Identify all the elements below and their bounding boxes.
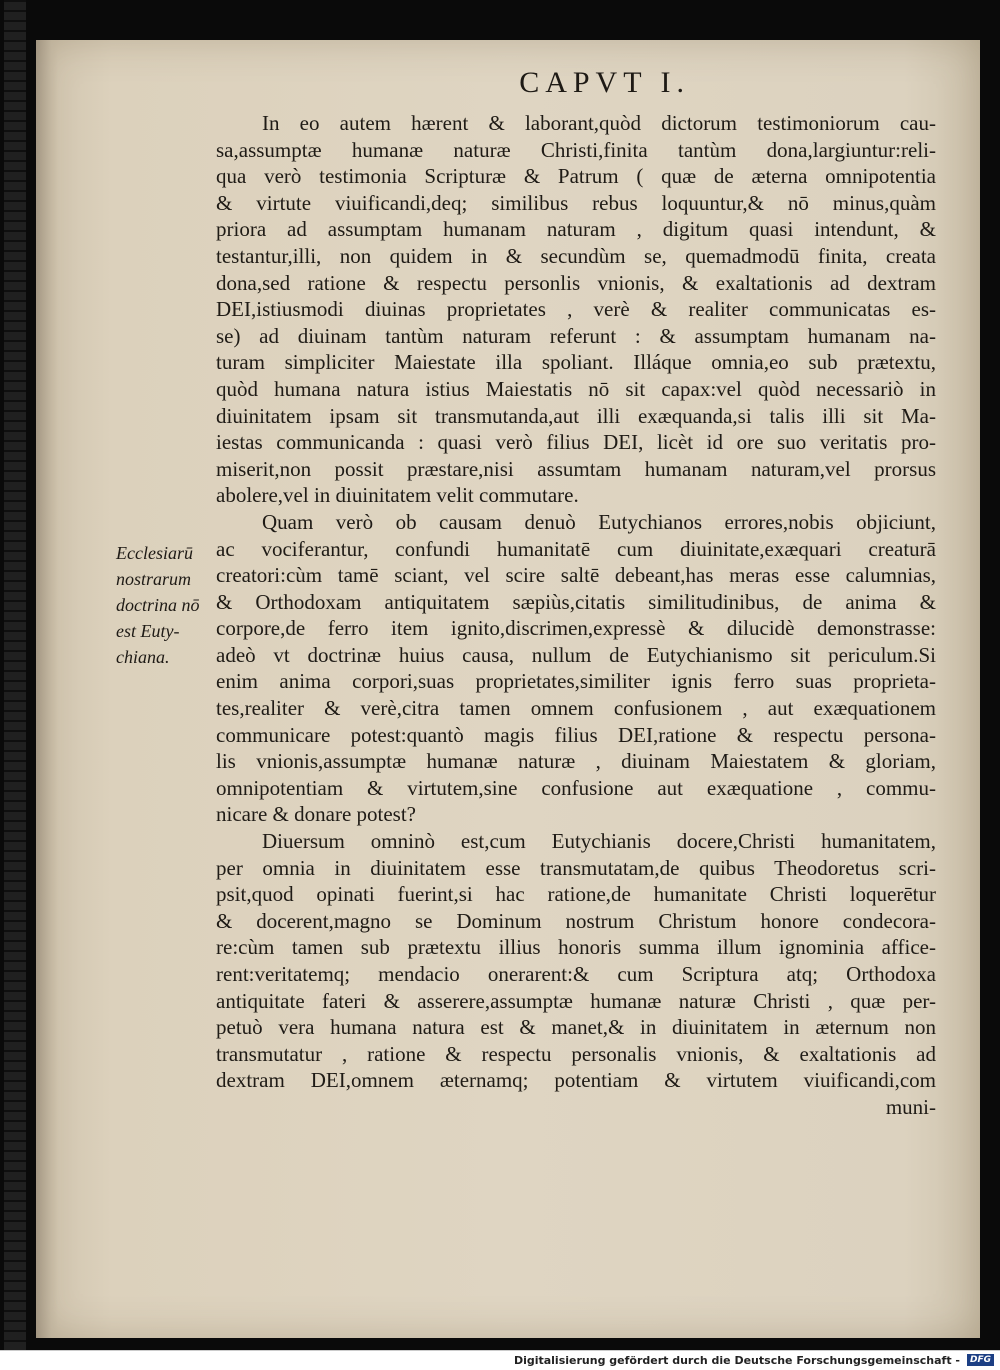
text-line: & virtute viuificandi,deq; similibus rebus loquuntur,& nō minus,quàm [216,190,936,215]
page-header: CAPVT I. [519,66,690,99]
margin-note-line: est Euty- [116,621,180,641]
margin-note-line: Ecclesiarū [116,543,193,563]
text-line: Diuersum omninò est,cum Eutychianis docere,Christi humanitatem, [262,829,936,854]
text-line: corpore,de ferro item ignito,discrimen,expressè & dilucidè demonstrasse: [216,616,936,641]
scan-edge [4,0,26,1350]
body-text [216,110,936,1121]
text-line: omnipotentiam & virtutem,sine confusione aut exæquatione , commu- [216,775,936,800]
text-line: enim anima corpori,suas proprietates,similiter ignis ferro suas proprieta- [216,669,936,694]
text-line: miserit,non possit præstare,nisi assumtam humanam naturam,vel prorsus [216,456,936,481]
text-line: se) ad diuinam tantùm naturam referunt : & assumptam humanam na- [216,323,936,348]
text-line: psit,quod opinati fuerint,si hac ratione,de humanitate Christi loquerētur [216,882,936,907]
text-line: & Orthodoxam antiquitatem sæpiùs,citatis similitudinibus, de anima & [216,589,936,614]
book-page [36,40,980,1338]
text-line: dona,sed ratione & respectu personlis vnionis, & exaltationis ad dextram [216,270,936,295]
margin-note-line: chiana. [116,647,170,667]
text-line: re:cùm tamen sub prætextu illius honoris summa illum ignominia affice- [216,935,936,960]
text-line: Quam verò ob causam denuò Eutychianos errores,nobis objiciunt, [262,509,936,534]
text-line: tes,realiter & verè,citra tamen omnem confusionem , aut exæquationem [216,696,936,721]
text-line: DEI,istiusmodi diuinas proprietates , verè & realiter communicatas es- [216,297,936,322]
margin-note [116,540,226,670]
catchword: muni- [885,1094,936,1119]
text-line: quòd humana natura istius Maiestatis nō sit capax:vel quòd necessariò in [216,376,936,401]
text-line: In eo autem hærent & laborant,quòd dictorum testimoniorum cau- [262,111,936,135]
text-line: iestas communicanda : quasi verò filius DEI, licèt id ore suo veritatis pro- [216,430,936,455]
text-line: sa,assumptæ humanæ naturæ Christi,finita tantùm dona,largiuntur:reli- [216,137,936,162]
text-line: turam simpliciter Maiestate illa spoliant. Illáque omnia,eo sub prætextu, [216,350,936,375]
margin-note-line: nostrarum [116,569,192,589]
text-line: & docerent,magno se Dominum nostrum Christum honore condecora- [216,908,936,933]
margin-note-line: doctrina nō [116,595,200,615]
footer-bar [0,1350,1000,1370]
text-line: communicare potest:quantò magis filius DEI,ratione & respectu persona- [216,722,936,747]
text-line: lis vnionis,assumptæ humanæ naturæ , diuinam Maiestatem & gloriam, [216,749,936,774]
funding-credit: Digitalisierung gefördert durch die Deutsche Forschungsgemeinschaft - [513,1354,960,1367]
text-line: qua verò testimonia Scripturæ & Patrum ( quæ de æterna omnipotentia [216,164,936,189]
text-line: per omnia in diuinitatem esse transmutatam,de quibus Theodoretus scri- [216,855,936,880]
text-line: petuò vera humana natura est & manet,& in diuinitatem in æternum non [216,1015,936,1040]
text-line: dextram DEI,omnem æternamq; potentiam & virtutem viuificandi,com [216,1068,936,1093]
text-line: priora ad assumptam humanam naturam , digitum quasi intendunt, & [216,217,936,242]
text-line: creatori:cùm tamē sciant, vel scire saltē debeant,has meras esse calumnias, [216,563,936,588]
text-line: antiquitate fateri & asserere,assumptæ humanæ naturæ Christi , quæ per- [216,988,936,1013]
dfg-logo[interactable]: DFG [967,1354,994,1366]
text-line: rent:veritatemq; mendacio onerarent:& cum Scriptura atq; Orthodoxa [216,962,936,986]
text-line: ac vociferantur, confundi humanitatē cum diuinitate,exæquari creaturā [216,536,936,561]
text-line: abolere,vel in diuinitatem velit commutare. [216,483,579,508]
text-line: nicare & donare potest? [216,802,416,827]
text-line: adeò vt doctrinæ huius causa, nullum de Eutychianismo sit periculum.Si [216,642,936,667]
page-gutter [36,40,58,1338]
text-line: transmutatur , ratione & respectu personalis vnionis, & exaltationis ad [216,1041,936,1066]
text-line: testantur,illi, non quidem in & secundùm se, quemadmodū finita, creata [216,243,936,268]
text-line: diuinitatem ipsam sit transmutanda,aut illi exæquanda,si talis illi sit Ma- [216,403,936,428]
